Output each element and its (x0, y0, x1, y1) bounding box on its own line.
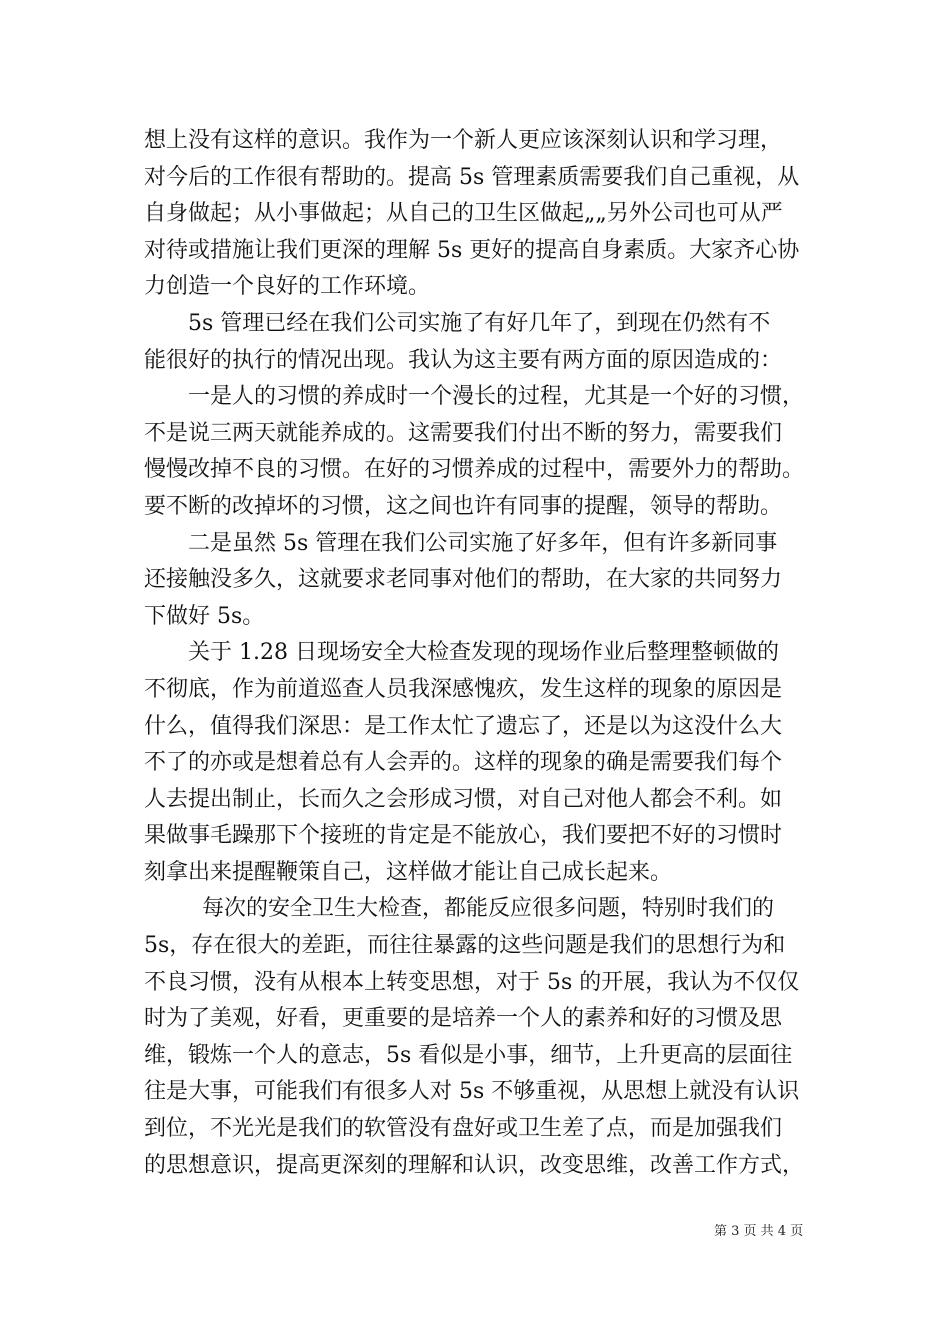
text-line: 不了的亦或是想着总有人会弄的。这样的现象的确是需要我们每个 (144, 750, 783, 776)
text-line: 对今后的工作很有帮助的。提高 5s 管理素质需要我们自己重视，从 (144, 164, 800, 190)
text-line: 什么，值得我们深思：是工作太忙了遗忘了，还是以为这没什么大 (144, 713, 783, 739)
page-number: 第 3 页 共 4 页 (714, 1224, 804, 1239)
text-line: 不是说三两天就能养成的。这需要我们付出不断的努力，需要我们 (144, 420, 783, 446)
text-line: 5s 管理已经在我们公司实施了有好几年了，到现在仍然有不 (188, 310, 771, 336)
text-line: 刻拿出来提醒鞭策自己，这样做才能让自己成长起来。 (144, 859, 673, 885)
text-line: 不良习惯，没有从根本上转变思想，对于 5s 的开展，我认为不仅仅 (144, 969, 800, 995)
text-line: 的思想意识，提高更深刻的理解和认识，改变思维，改善工作方式， (144, 1152, 805, 1178)
text-line: 还接触没多久，这就要求老同事对他们的帮助，在大家的共同努力 (144, 567, 783, 593)
text-line: 二是虽然 5s 管理在我们公司实施了好多年，但有许多新同事 (188, 530, 778, 556)
text-line: 一是人的习惯的养成时一个漫长的过程，尤其是一个好的习惯， (188, 384, 805, 410)
text-line: 每次的安全卫生大检查，都能反应很多问题，特别时我们的 (202, 896, 775, 922)
text-line: 能很好的执行的情况出现。我认为这主要有两方面的原因造成的： (144, 347, 783, 373)
text-line: 维，锻炼一个人的意志，5s 看似是小事，细节，上升更高的层面往 (144, 1042, 793, 1068)
text-line: 5s，存在很大的差距，而往往暴露的这些问题是我们的思想行为和 (144, 933, 786, 959)
text-line: 不彻底，作为前道巡查人员我深感愧疚，发生这样的现象的原因是 (144, 676, 783, 702)
text-line: 到位，不光光是我们的软管没有盘好或卫生差了点，而是加强我们 (144, 1116, 783, 1142)
body-text (144, 123, 824, 1184)
text-line: 要不断的改掉坏的习惯，这之间也许有同事的提醒，领导的帮助。 (144, 493, 783, 519)
text-line: 慢慢改掉不良的习惯。在好的习惯养成的过程中，需要外力的帮助。 (144, 457, 805, 483)
text-line: 下做好 5s。 (144, 603, 265, 629)
text-line: 时为了美观，好看，更重要的是培养一个人的素养和好的习惯及思 (144, 1006, 783, 1032)
text-line: 关于 1.28 日现场安全大检查发现的现场作业后整理整顿做的 (188, 640, 779, 666)
text-line: 自身做起；从小事做起；从自己的卫生区做起„„另外公司也可从严 (144, 201, 783, 227)
text-line: 对待或措施让我们更深的理解 5s 更好的提高自身素质。大家齐心协 (144, 237, 800, 263)
text-line: 力创造一个良好的工作环境。 (144, 274, 431, 300)
text-line: 想上没有这样的意识。我作为一个新人更应该深刻认识和学习理， (144, 128, 783, 153)
text-line: 往是大事，可能我们有很多人对 5s 不够重视，从思想上就没有认识 (144, 1079, 800, 1105)
text-line: 人去提出制止，长而久之会形成习惯，对自己对他人都会不利。如 (144, 786, 783, 812)
text-line: 果做事毛躁那下个接班的肯定是不能放心，我们要把不好的习惯时 (144, 823, 783, 849)
